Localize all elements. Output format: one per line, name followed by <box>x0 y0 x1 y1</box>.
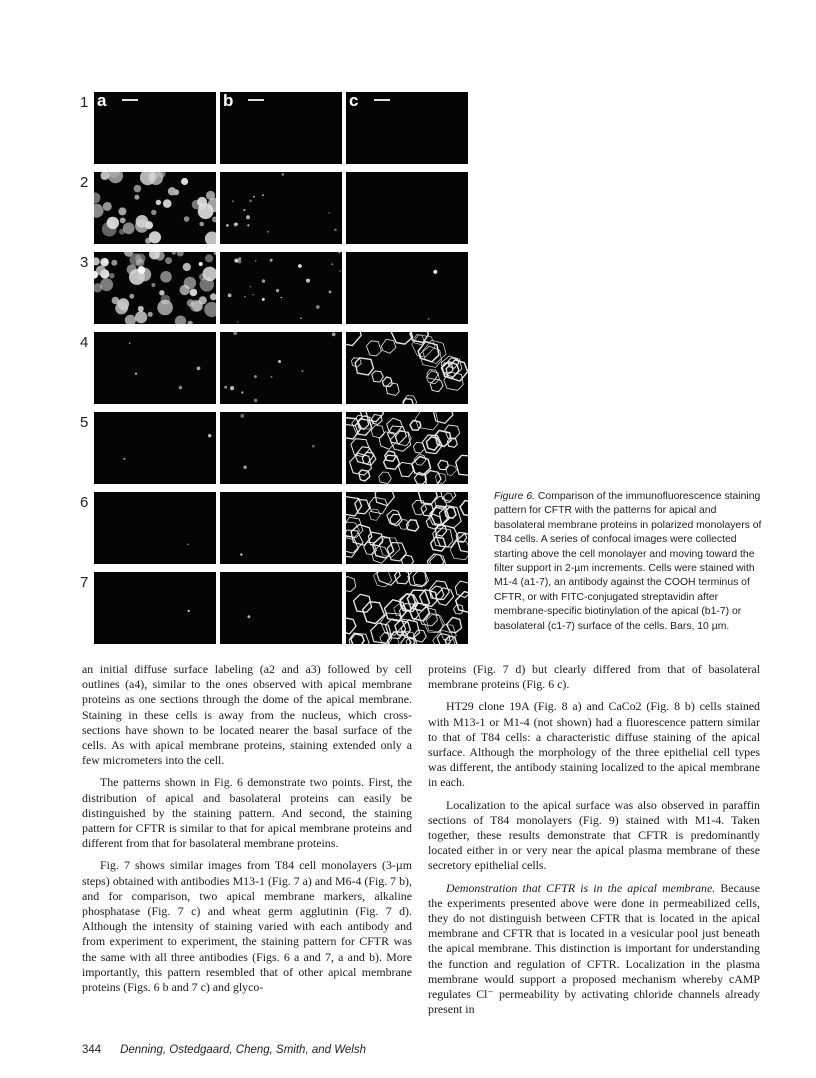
column-label: a <box>97 92 107 110</box>
micrograph-image <box>346 572 468 644</box>
row-label: 2 <box>80 174 89 191</box>
micrograph-image <box>94 572 216 644</box>
micrograph-panel <box>94 92 216 164</box>
micrograph-image <box>220 172 342 244</box>
row-label: 1 <box>80 94 89 111</box>
row-label: 3 <box>80 254 89 271</box>
caption-label: Figure 6. <box>494 491 536 502</box>
micrograph-panel <box>94 252 216 324</box>
running-authors: Denning, Ostedgaard, Cheng, Smith, and Welsh <box>120 1044 366 1056</box>
micrograph-panel <box>346 572 468 644</box>
scale-bar <box>122 99 138 101</box>
micrograph-panel <box>220 332 342 404</box>
micrograph-image <box>94 492 216 564</box>
paragraph: The patterns shown in Fig. 6 demonstrate two points. First, the distribution of apical and basolateral proteins can easily be distinguished by the staining pattern. And second, the staining pattern for CFTR is similar to that for apical membrane proteins and different from that for basolateral membrane proteins. <box>82 775 412 851</box>
micrograph-panel <box>346 92 468 164</box>
row-label: 7 <box>80 574 89 591</box>
micrograph-image <box>220 412 342 484</box>
column-label: c <box>349 92 359 110</box>
scale-bar <box>248 99 264 101</box>
micrograph-panel <box>94 412 216 484</box>
paragraph <box>428 881 760 1018</box>
micrograph-image <box>94 172 216 244</box>
row-label: 4 <box>80 334 89 351</box>
row-label: 5 <box>80 414 89 431</box>
micrograph-panel <box>94 172 216 244</box>
micrograph-image <box>94 332 216 404</box>
paragraph-text: Because the experiments presented above were done in permeabilized cells, they do not distinguish between CFTR that is located in the apical membrane and CFTR that is located in a vesicular pool just beneath the apical membrane. This distinction is important for understanding the function and regulation of CFTR. Localization in the plasma membrane would support a proposed mechanism whereby cAMP regulates Cl⁻ permeability by activating chloride channels already present in <box>428 880 760 1017</box>
micrograph-panel <box>220 172 342 244</box>
micrograph-image <box>220 492 342 564</box>
micrograph-panel <box>346 412 468 484</box>
scale-bar <box>374 99 390 101</box>
micrograph-image <box>346 92 468 164</box>
paragraph: HT29 clone 19A (Fig. 8 a) and CaCo2 (Fig. 8 b) cells stained with M13-1 or M1-4 (not shown) had a fluorescence pattern similar to that of T84 cells: a characteristic diffuse staining of the apical surface. Although the morphology of the three epithelial cell types was different, the antibody staining localized to the apical membrane in each. <box>428 699 760 790</box>
micrograph-image <box>220 252 342 324</box>
figure-6-micrograph-grid <box>80 90 480 650</box>
paragraph: proteins (Fig. 7 d) but clearly differed from that of basolateral membrane proteins (Fig. 6 c). <box>428 662 760 692</box>
micrograph-image <box>220 92 342 164</box>
micrograph-panel <box>220 252 342 324</box>
section-run-in-heading: Demonstration that CFTR is in the apical membrane. <box>446 880 716 895</box>
micrograph-panel <box>94 492 216 564</box>
column-label: b <box>223 92 234 110</box>
micrograph-panel <box>220 572 342 644</box>
micrograph-image <box>94 92 216 164</box>
paragraph: Localization to the apical surface was also observed in paraffin sections of T84 monolayers (Fig. 9) stained with M1-4. Taken together, these results demonstrate that CFTR is predominantly located either in or very near the apical plasma membrane of these secretory epithelial cells. <box>428 797 760 873</box>
micrograph-image <box>220 332 342 404</box>
micrograph-panel <box>94 332 216 404</box>
micrograph-image <box>220 572 342 644</box>
paragraph: an initial diffuse surface labeling (a2 and a3) followed by cell outlines (a4), similar to the ones observed with apical membrane proteins as one sections through the dome of the apical membrane. Staining in these cells is away from the nucleus, which cross-sections have shown to be located nearer the basal surface of the cells. As with apical membrane proteins, staining extended only a few micrometers into the cell. <box>82 662 412 768</box>
body-column-right <box>428 662 760 1024</box>
caption-text: Comparison of the immunofluorescence staining pattern for CFTR with the patterns for apical and basolateral membrane proteins in polarized monolayers of T84 cells. A series of confocal images were collected starting above the cell monolayer and moving toward the filter support in 2-µm increments. Cells were stained with M1-4 (a1-7), an antibody against the COOH terminus of CFTR, or with FITC-conjugated streptavidin after membrane-specific biotinylation of the apical (b1-7) or basolateral (c1-7) surface of the cells. Bars, 10 µm. <box>494 491 762 632</box>
micrograph-image <box>94 252 216 324</box>
page-number: 344 <box>82 1044 102 1056</box>
micrograph-panel <box>94 572 216 644</box>
micrograph-image <box>94 412 216 484</box>
micrograph-image <box>346 412 468 484</box>
micrograph-image <box>346 332 468 404</box>
micrograph-panel <box>220 412 342 484</box>
micrograph-image <box>346 492 468 564</box>
row-label: 6 <box>80 494 89 511</box>
micrograph-panel <box>346 492 468 564</box>
body-column-left <box>82 662 412 1002</box>
micrograph-panel <box>346 332 468 404</box>
micrograph-panel <box>346 252 468 324</box>
micrograph-panel <box>220 492 342 564</box>
micrograph-image <box>346 252 468 324</box>
micrograph-panel <box>220 92 342 164</box>
figure-caption <box>494 490 762 634</box>
paragraph: Fig. 7 shows similar images from T84 cell monolayers (3-µm steps) obtained with antibodies M13-1 (Fig. 7 a) and M6-4 (Fig. 7 b), and for comparison, two apical membrane markers, alkaline phosphatase (Fig. 7 c) and wheat germ agglutinin (Fig. 7 d). Although the intensity of staining varied with each antibody and from experiment to experiment, the staining pattern for CFTR was the same with all three antibodies (Figs. 6 a and 7, a and b). More importantly, this pattern resembled that of other apical membrane proteins (Figs. 6 b and 7 c) and glyco- <box>82 858 412 995</box>
micrograph-panel <box>346 172 468 244</box>
page-footer <box>82 1044 366 1056</box>
micrograph-image <box>346 172 468 244</box>
